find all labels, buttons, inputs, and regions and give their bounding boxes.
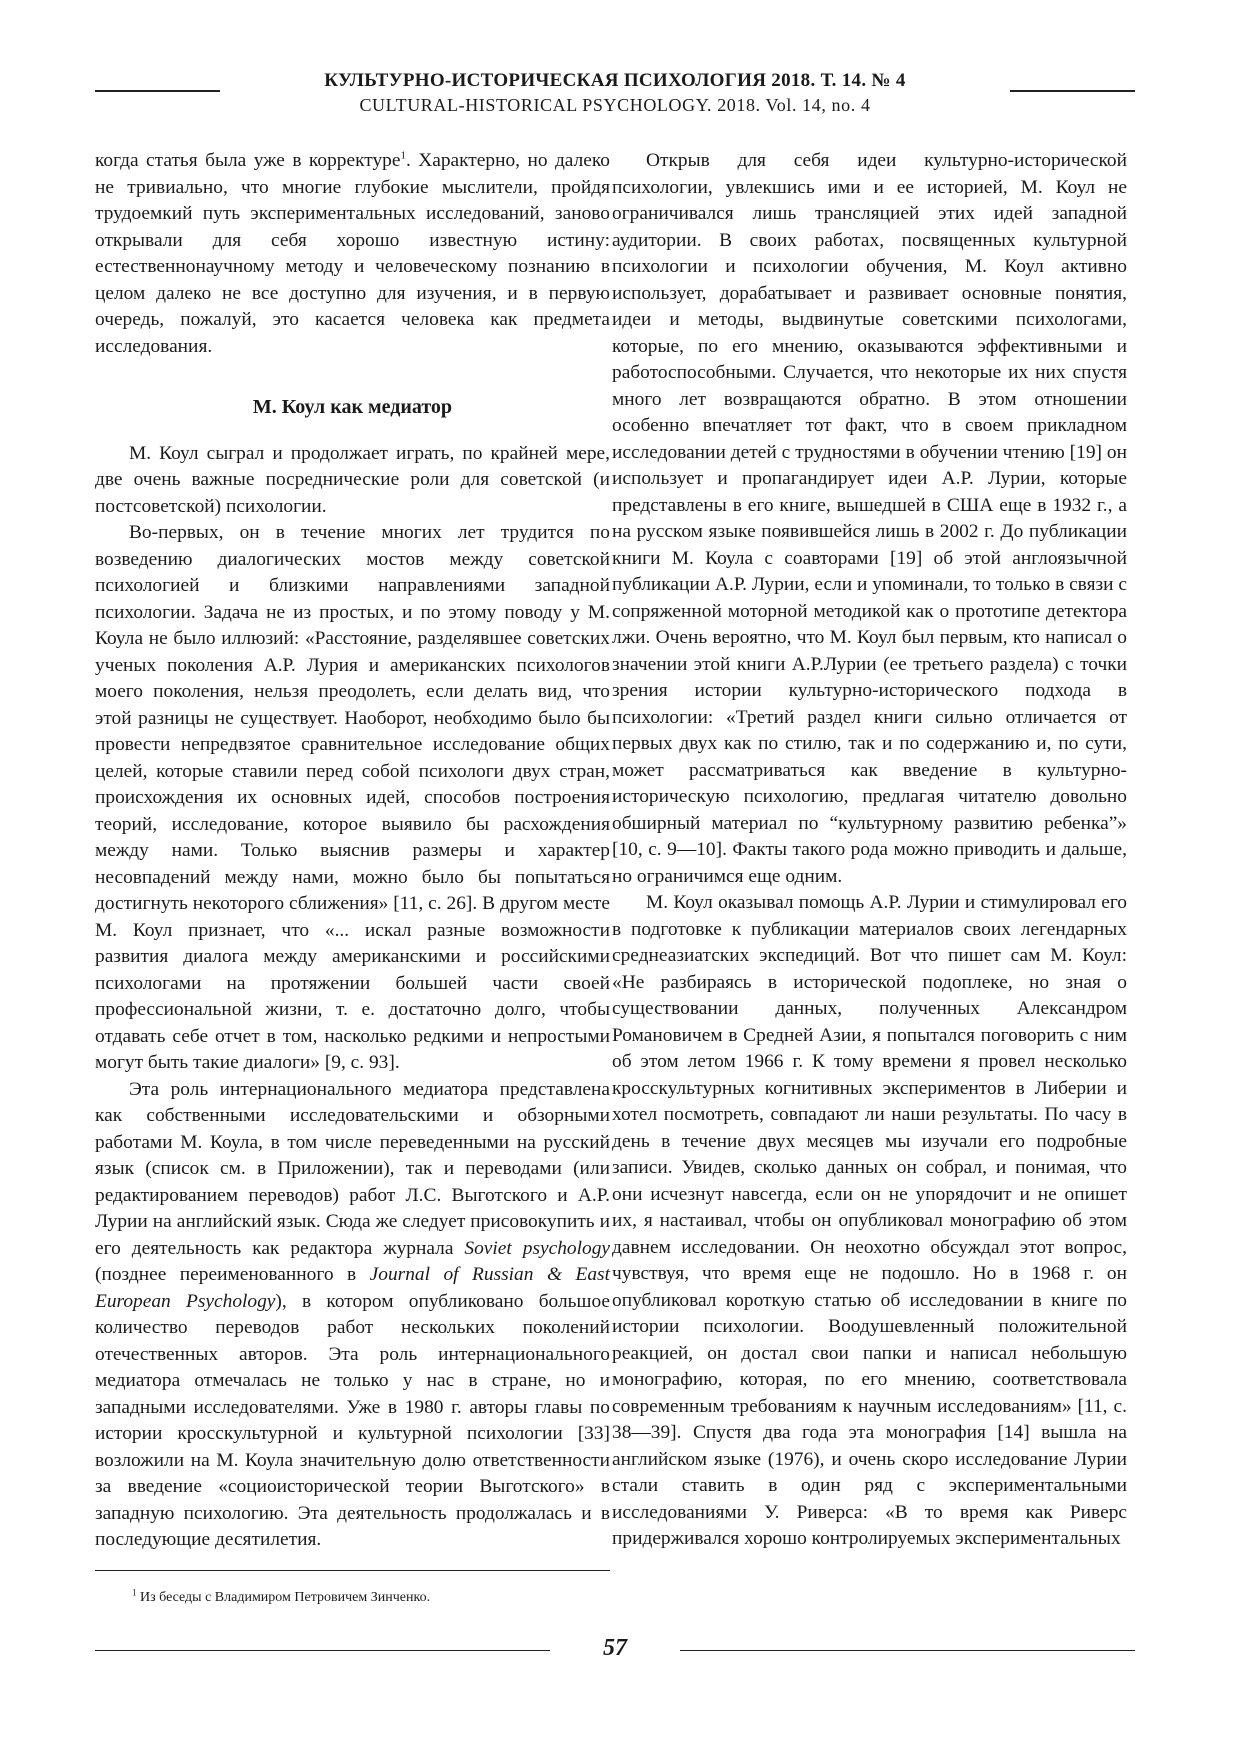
running-header bbox=[95, 68, 1135, 120]
footnote-number: 1 bbox=[132, 1587, 137, 1598]
footnote bbox=[132, 1587, 431, 1606]
paragraph: Открыв для себя идеи культурно-исторической психологии, увлекшись ими и ее историей, М. Коул не ограничивался лишь трансляцией этих идей западной аудитории. В своих работах, посвященных культурной психологии и психологии обучения, М. Коул активно использует, дорабатывает и развивает основные понятия, идеи и методы, выдвинутые советскими психологами, которые, по его мнению, оказываются эффективными и работоспособными. Случается, что некоторые их них спустя много лет возвращаются обратно. В этом отношении особенно впечатляет тот факт, что в своем прикладном исследовании детей с трудностями в обучении чтению [19] он использует и пропагандирует идеи А.Р. Лурии, которые представлены в его книге, вышедшей в США еще в 1932 г., а на русском языке появившейся лишь в 2002 г. До публикации книги М. Коула с соавторами [19] об этой англоязычной публикации А.Р. Лурии, если и упоминали, то только в связи с сопряженной моторной методикой как о прототипе детектора лжи. Очень вероятно, что М. Коул был первым, кто написал о значении этой книги А.Р.Лурии (ее третьего раздела) с точки зрения истории культурно-исторического подхода в психологии: «Третий раздел книги сильно отличается от первых двух как по стилю, так и по содержанию и, по сути, может рассматриваться как введение в культурно-историческую психологию, предлагая читателю довольно обширный материал по “культурному развитию ребенка”» [10, с. 9—10]. Факты такого рода можно приводить и дальше, но ограничимся еще одним. bbox=[612, 150, 1127, 887]
text-span: ), в котором опубликовано большое количество переводов работ нескольких поколений отечественных авторов. Эта роль интернационального медиатора отмечалась не только у нас в стране, но и западными исследователями. Уже в 1980 г. авторы главы по истории кросскультурной и культурной психологии [33] возложили на М. Коула значительную долю ответственности за введение «социоисторической теории Выготского» в западную психологию. Эта деятельность продолжалась и в последующие десятилетия. bbox=[95, 1290, 610, 1550]
journal-name: Soviet psychology bbox=[464, 1237, 610, 1259]
text-span: когда статья была уже в корректуре bbox=[95, 150, 401, 171]
paragraph: Во-первых, он в течение многих лет трудится по возведению диалогических мостов между советской психологией и близкими направлениями западной психологии. Задача не из простых, и по этому поводу у М. Коула не было иллюзий: «Расстояние, разделявшее советских ученых поколения А.Р. Лурия и американских психологов моего поколения, нельзя преодолеть, если делать вид, что этой разницы не существует. Наоборот, необходимо было бы провести непредвзятое сравнительное исследование общих целей, которые ставили перед собой психологи двух стран, происхождения их основных идей, способов построения теорий, исследование, которое выявило бы расхождения между нами. Только выяснив размеры и характер несовпадений между нами, можно было бы попытаться достигнуть некоторого сближения» [11, с. 26]. В другом месте М. Коул признает, что «... искал разные возможности развития диалога между американскими и российскими психологами на протяжении большей части своей профессиональной жизни, т. е. достаточно долго, чтобы отдавать себе отчет в том, насколько редкими и непростыми могут быть такие диалоги» [9, с. 93]. bbox=[95, 522, 610, 1073]
paragraph: М. Коул оказывал помощь А.Р. Лурии и стимулировал его в подготовке к публикации материалов своих легендарных среднеазиатских экспедиций. Вот что пишет сам М. Коул: «Не разбираясь в исторической подоплеке, но зная о существовании данных, полученных Александром Романовичем в Средней Азии, я попытался поговорить с ним об этом летом 1966 г. К тому времени я провел несколько кросскультурных когнитивных экспериментов в Либерии и хотел посмотреть, совпадают ли наши результаты. По часу в день в течение двух месяцев мы изучали его подробные записи. Увидев, сколько данных он собрал, и понимая, что они исчезнут навсегда, если он не упорядочит и не опишет их, я настаивал, чтобы он опубликовал монографию об этом давнем исследовании. Он неохотно обсуждал этот вопрос, чувствуя, что время еще не подошло. Но в 1968 г. он опубликовал короткую статью об исследовании в книге по истории психологии. Воодушевленный положительной реакцией, он достал свои папки и написал небольшую монографию, которая, по его мнению, соответствовала современным требованиям к научным исследованиям» [11, с. 38—39]. Спустя два года эта монография [14] вышла на английском языке (1976), и очень скоро исследование Лурии стали ставить в один ряд с экспериментальными исследованиями У. Риверса: «В то время как Риверс придерживался хорошо контролируемых экспериментальных bbox=[612, 892, 1127, 1549]
journal-title-en: CULTURAL-HISTORICAL PSYCHOLOGY. 2018. Vol. 14, no. 4 bbox=[359, 95, 871, 115]
journal-name: Journal of Russian & East European Psychology bbox=[95, 1264, 610, 1312]
page-number: 57 bbox=[603, 1635, 627, 1661]
text-span: Эта роль интернационального медиатора представлена как собственными исследовательскими и обзорными работами М. Коула, в том числе переведенными на русский язык (список см. в Приложении), так и переводами (или редактированием переводов) работ Л.С. Выготского и А.Р. Лурии на английский язык. Сюда же следует присовокупить и его деятельность как редактора журнала bbox=[95, 1078, 610, 1259]
left-column bbox=[95, 148, 610, 1554]
paragraph bbox=[95, 1077, 610, 1554]
text-span: . Характерно, но далеко не тривиально, что многие глубокие мыслители, пройдя трудоемкий путь экспериментальных исследований, заново открывали для себя хорошо известную истину: естественнонаучному методу и человеческому познанию в целом далеко не все доступно для изучения, и в первую очередь, пожалуй, это касается человека как предмета исследования. bbox=[95, 150, 611, 357]
journal-title-ru: КУЛЬТУРНО-ИСТОРИЧЕСКАЯ ПСИХОЛОГИЯ 2018. Т. 14. № 4 bbox=[324, 70, 906, 91]
section-heading: М. Коул как медиатор bbox=[252, 396, 453, 418]
footnote-rule bbox=[95, 1570, 610, 1571]
page-footer bbox=[95, 1635, 1135, 1665]
right-column bbox=[612, 148, 1127, 1553]
paragraph-continuation bbox=[95, 148, 610, 360]
paragraph: М. Коул сыграл и продолжает играть, по крайней мере, две очень важные посреднические роли для советской (и постсоветской) психологии. bbox=[95, 442, 610, 517]
footnote-text: Из беседы с Владимиром Петровичем Зинченко. bbox=[136, 1590, 431, 1605]
footnote-marker[interactable]: 1 bbox=[400, 149, 406, 162]
text-span: (позднее переименованного в bbox=[95, 1264, 370, 1285]
